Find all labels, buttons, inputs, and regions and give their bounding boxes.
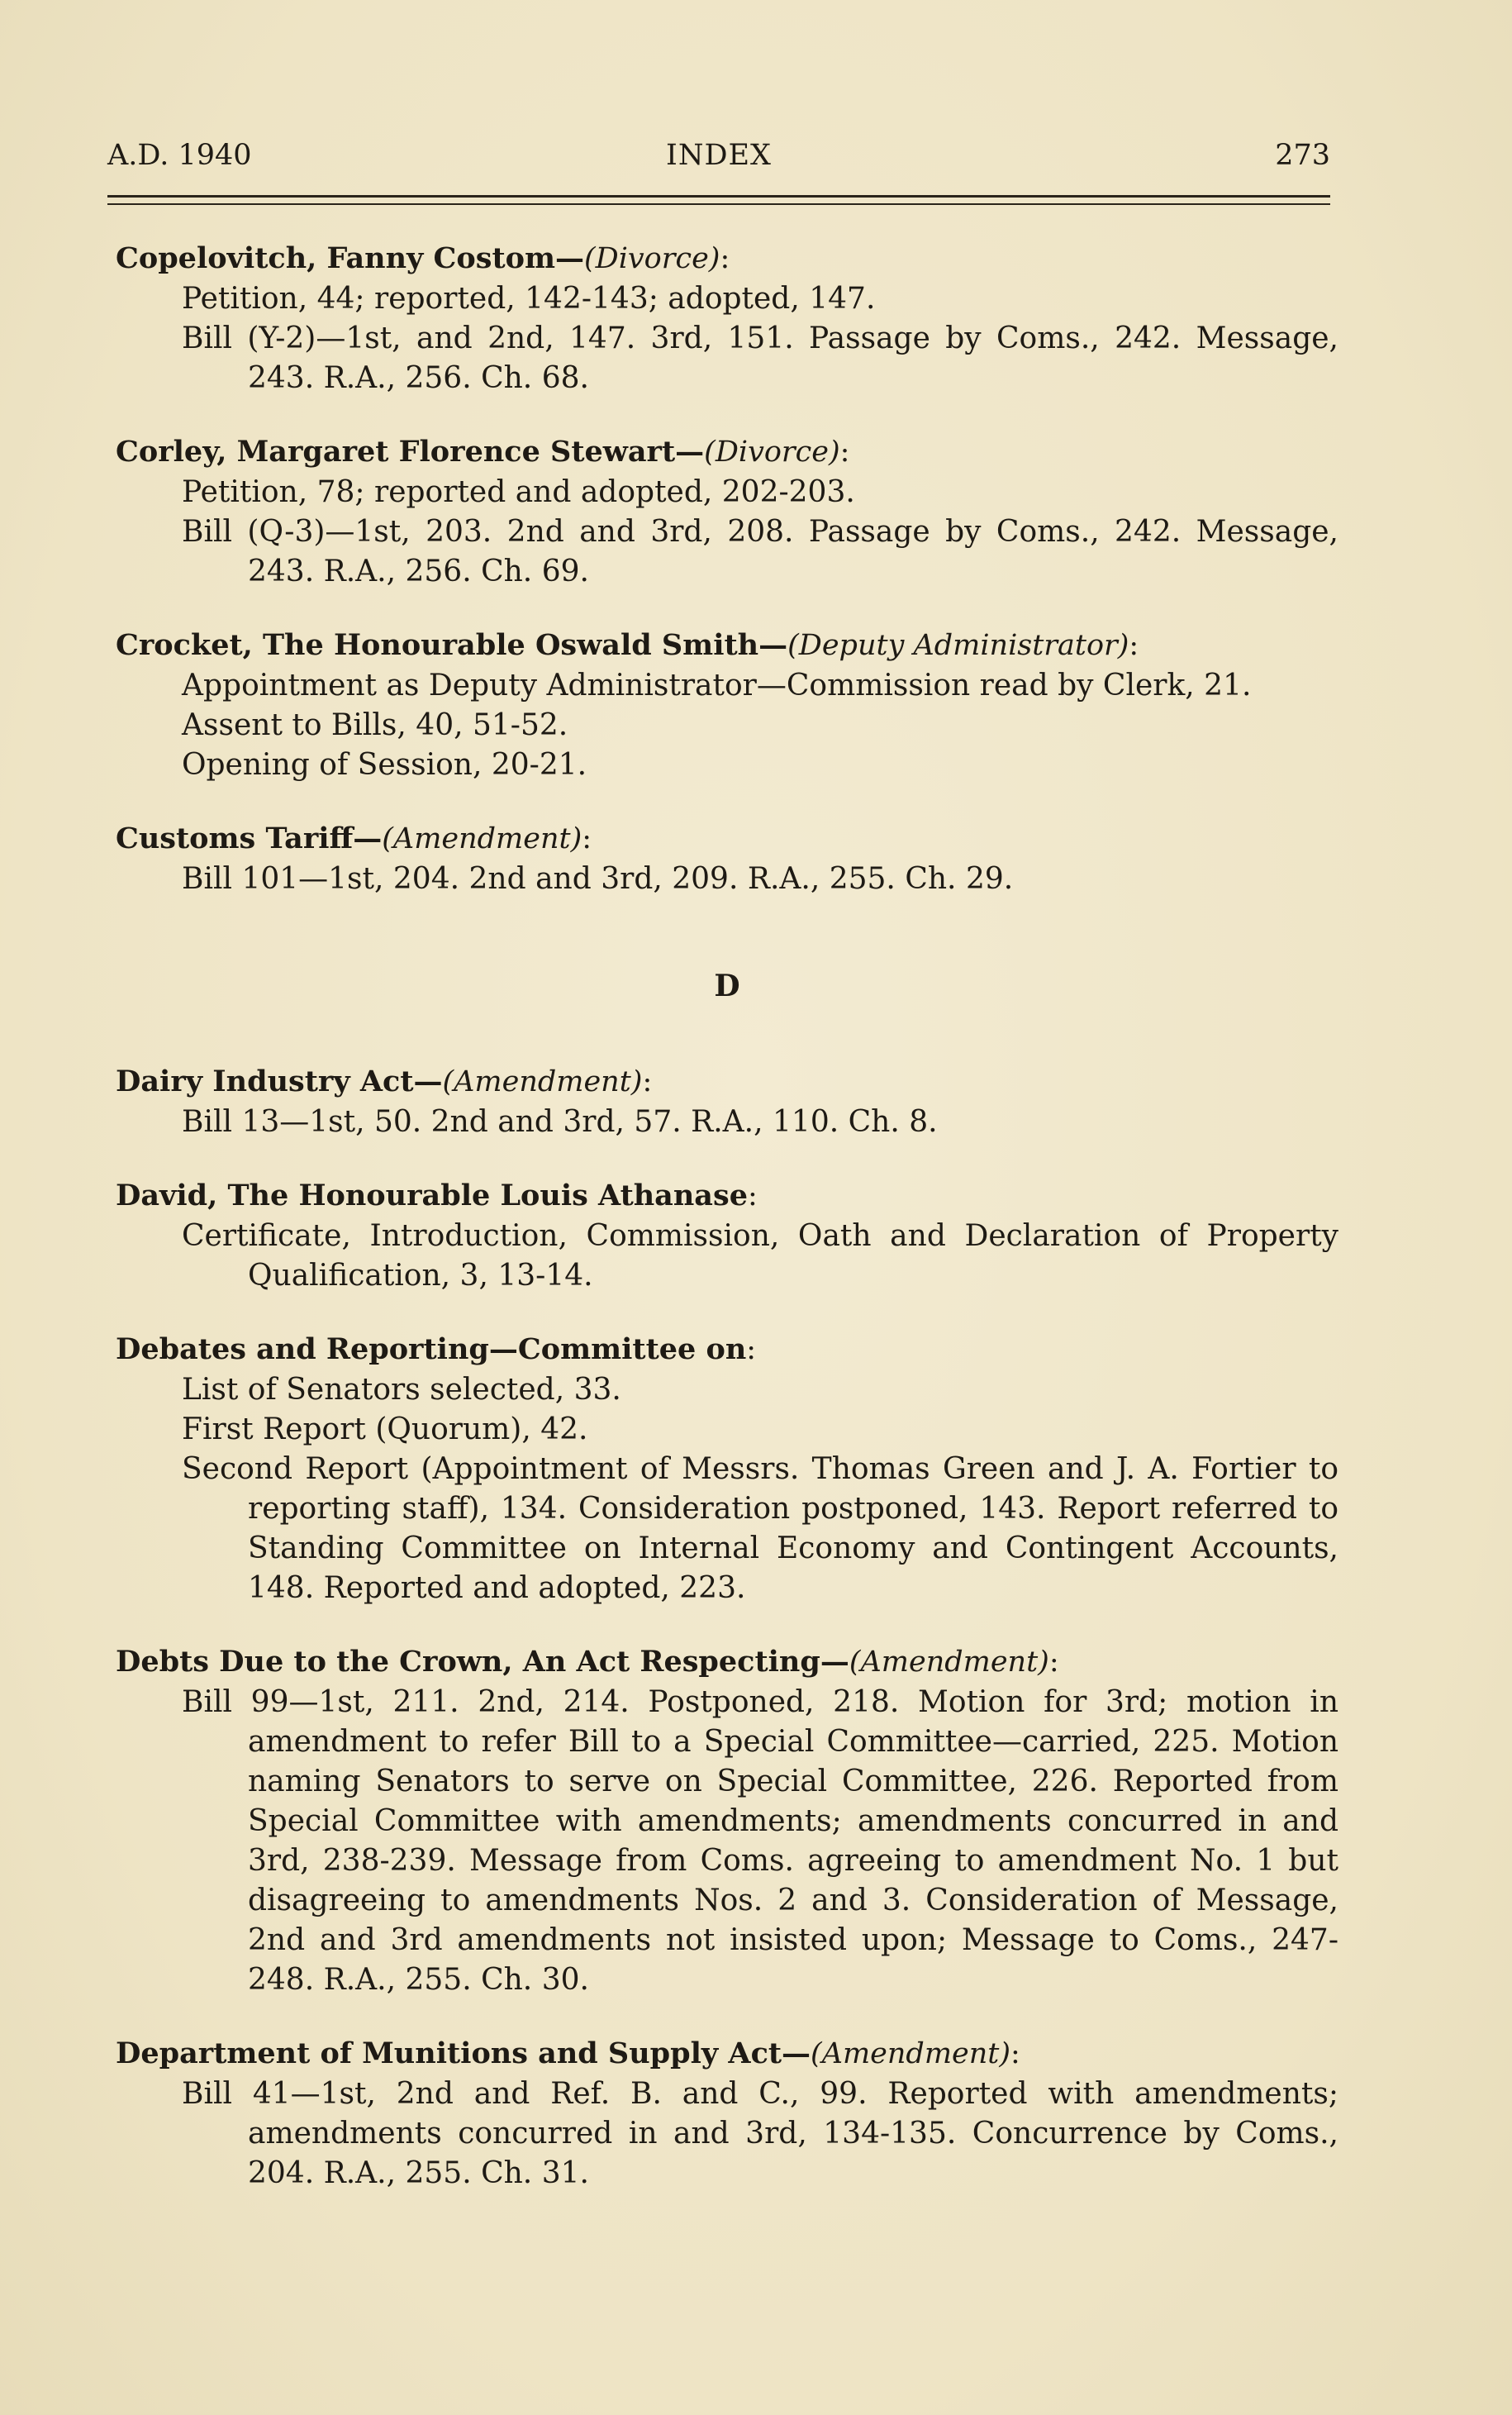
entry-name: Copelovitch, Fanny Costom—	[116, 241, 584, 275]
entry-name: Department of Munitions and Supply Act—	[116, 2036, 811, 2070]
entry-line: Petition, 44; reported, 142-143; adopted, 147.	[182, 282, 876, 316]
entry-kind: (Divorce)	[584, 242, 720, 275]
index-entry	[116, 1329, 1338, 1608]
entry-heading	[116, 238, 1338, 279]
index-entry	[116, 1061, 1338, 1142]
entry-heading	[116, 1329, 1338, 1370]
header-rule-secondary	[107, 203, 1330, 205]
index-entry	[116, 2033, 1338, 2194]
entry-line: Bill 101—1st, 204. 2nd and 3rd, 209. R.A., 255. Ch. 29.	[182, 862, 1014, 896]
entry-line: Bill 13—1st, 50. 2nd and 3rd, 57. R.A., 110. Ch. 8.	[182, 1105, 938, 1139]
entry-line: Bill (Q-3)—1st, 203. 2nd and 3rd, 208. Passage by Coms., 242. Message, 243. R.A., 256. Ch. 69.	[182, 515, 1338, 588]
entry-kind: (Amendment)	[811, 2037, 1010, 2070]
entry-colon: :	[1010, 2037, 1020, 2070]
entry-heading	[116, 625, 1338, 666]
entry-colon: :	[1129, 629, 1139, 662]
header-year: A.D. 1940	[107, 139, 252, 172]
entry-line: First Report (Quorum), 42.	[182, 1412, 588, 1446]
entry-kind: (Amendment)	[382, 822, 582, 855]
entry-colon: :	[747, 1179, 758, 1212]
entry-name: Debts Due to the Crown, An Act Respecting—	[116, 1645, 849, 1679]
index-content	[116, 238, 1338, 2227]
entry-heading	[116, 1175, 1338, 1217]
entry-line: Bill (Y-2)—1st, and 2nd, 147. 3rd, 151. Passage by Coms., 242. Message, 243. R.A., 256. Ch. 68.	[182, 322, 1338, 395]
entry-heading	[116, 1061, 1338, 1103]
entry-name: Debates and Reporting—Committee on	[116, 1332, 747, 1366]
section-c-entries	[116, 238, 1338, 899]
entry-heading	[116, 431, 1338, 473]
entry-line: Second Report (Appointment of Messrs. Thomas Green and J. A. Fortier to reporting staff), 134. Consideration postponed, 143. Report referred to Standing Committee on Internal Economy and Contingent Accounts, 148. Reported and adopted, 223.	[182, 1452, 1338, 1605]
index-entry	[116, 818, 1338, 899]
entry-line: Assent to Bills, 40, 51-52.	[182, 708, 568, 742]
entry-colon: :	[746, 1333, 757, 1366]
entry-kind: (Amendment)	[442, 1065, 643, 1098]
page-header	[107, 139, 1330, 180]
entry-kind: (Deputy Administrator)	[787, 629, 1129, 662]
index-entry	[116, 1175, 1338, 1296]
entry-line: Certificate, Introduction, Commission, Oath and Declaration of Property Qualification, 3, 13-14.	[182, 1219, 1338, 1293]
header-title: INDEX	[666, 139, 772, 172]
entry-heading	[116, 818, 1338, 860]
entry-line: List of Senators selected, 33.	[182, 1373, 621, 1407]
entry-kind: (Divorce)	[704, 436, 840, 469]
entry-colon: :	[839, 436, 850, 469]
entry-name: Dairy Industry Act—	[116, 1065, 443, 1098]
entry-colon: :	[582, 822, 592, 855]
entry-line: Appointment as Deputy Administrator—Commission read by Clerk, 21.	[182, 669, 1252, 703]
index-entry	[116, 431, 1338, 592]
entry-name: David, The Honourable Louis Athanase	[116, 1179, 748, 1212]
entry-colon: :	[642, 1065, 653, 1098]
index-entry	[116, 625, 1338, 785]
entry-colon: :	[720, 242, 730, 275]
entry-name: Customs Tariff—	[116, 822, 383, 855]
header-rule	[107, 195, 1330, 198]
index-entry	[116, 238, 1338, 398]
entry-kind: (Amendment)	[849, 1646, 1049, 1679]
entry-heading	[116, 1641, 1338, 1683]
entry-line: Bill 41—1st, 2nd and Ref. B. and C., 99. Reported with amendments; amendments concurred in and 3rd, 134-135. Concurrence by Coms., 204. R.A., 255. Ch. 31.	[182, 2077, 1338, 2190]
entry-name: Corley, Margaret Florence Stewart—	[116, 435, 705, 469]
entry-line: Petition, 78; reported and adopted, 202-203.	[182, 475, 855, 509]
section-d-entries	[116, 1061, 1338, 2194]
section-letter: D	[714, 969, 740, 1003]
entry-colon: :	[1048, 1646, 1059, 1679]
page-number: 273	[1275, 139, 1330, 172]
entry-heading	[116, 2033, 1338, 2074]
entry-line: Bill 99—1st, 211. 2nd, 214. Postponed, 218. Motion for 3rd; motion in amendment to refer Bill to a Special Committee—carried, 225. Motion naming Senators to serve on Special Committee, 226. Reported from Special Committee with amendments; amendments concurred in and 3rd, 238-239. Message from Coms. agreeing to amendment No. 1 but disagreeing to amendments Nos. 2 and 3. Consideration of Message, 2nd and 3rd amendments not insisted upon; Message to Coms., 247-248. R.A., 255. Ch. 30.	[182, 1685, 1338, 1997]
index-entry	[116, 1641, 1338, 2000]
entry-line: Opening of Session, 20-21.	[182, 748, 587, 782]
entry-name: Crocket, The Honourable Oswald Smith—	[116, 628, 788, 662]
